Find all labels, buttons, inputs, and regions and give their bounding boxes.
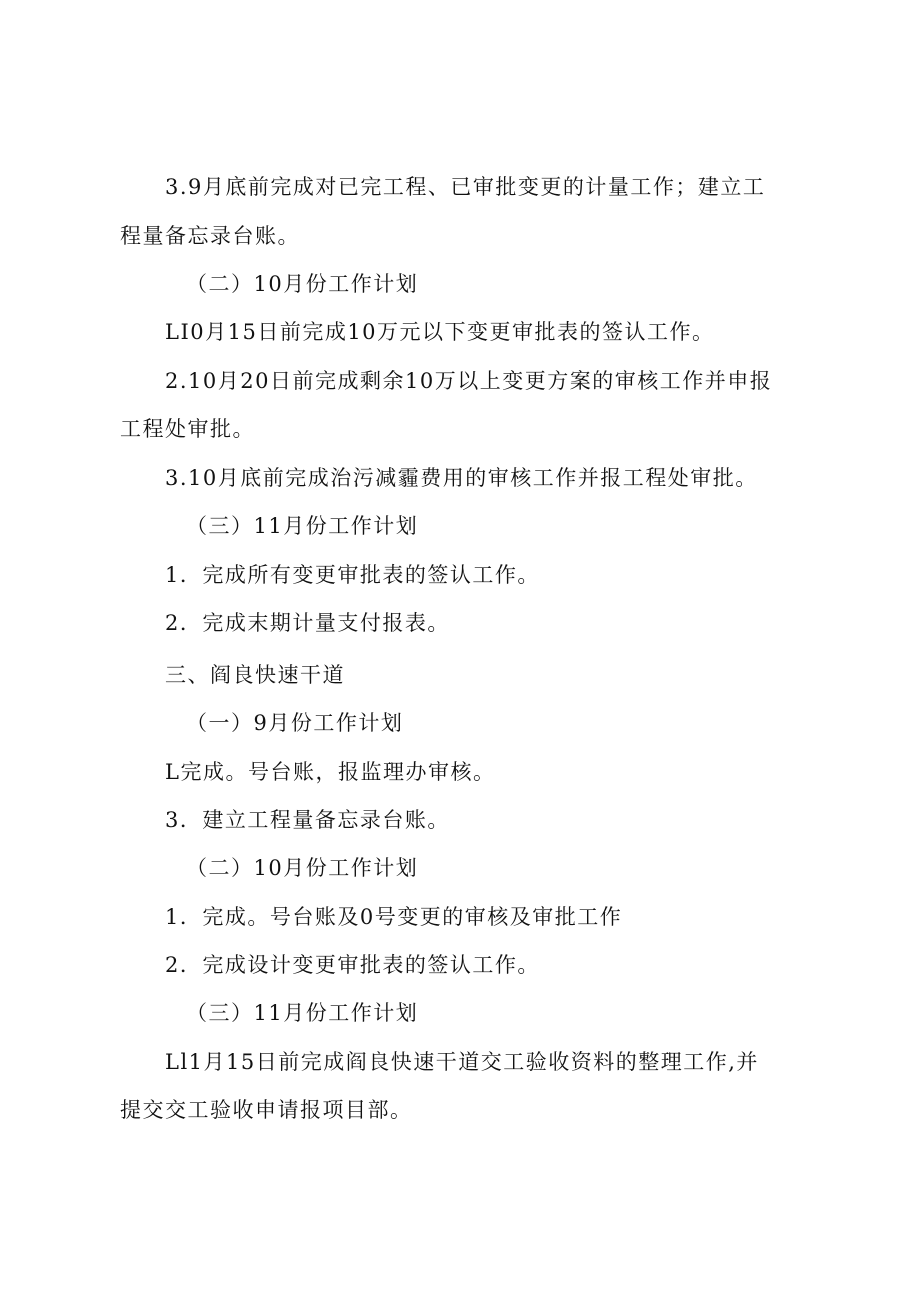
paragraph-line: 1．完成所有变更审批表的签认工作。 (165, 563, 540, 587)
paragraph-line: L完成。号台账，报监理办审核。 (165, 760, 496, 784)
paragraph-line: LI0月15日前完成10万元以下变更审批表的签认工作。 (165, 320, 715, 344)
paragraph-line: 2．完成末期计量支付报表。 (165, 611, 450, 635)
paragraph-line: 工程处审批。 (120, 417, 255, 441)
paragraph-line: 2.10月20日前完成剩余10万以上变更方案的审核工作并申报 (165, 369, 773, 393)
paragraph-line: 提交交工验收申请报项目部。 (120, 1098, 413, 1122)
paragraph-line: 3.10月底前完成治污减霾费用的审核工作并报工程处审批。 (165, 466, 758, 490)
paragraph-line: 3．建立工程量备忘录台账。 (165, 808, 450, 832)
section-heading: （二）10月份工作计划 (186, 272, 419, 296)
section-heading: （二）10月份工作计划 (186, 856, 419, 880)
paragraph-line: Ll1月15日前完成阎良快速干道交工验收资料的整理工作,并 (165, 1050, 759, 1074)
section-heading: （三）11月份工作计划 (186, 1001, 419, 1025)
section-heading: （三）11月份工作计划 (186, 514, 419, 538)
paragraph-line: 程量备忘录台账。 (120, 224, 300, 248)
paragraph-line: 3.9月底前完成对已完工程、已审批变更的计量工作；建立工 (165, 175, 766, 199)
chapter-heading: 三、阎良快速干道 (165, 663, 345, 687)
section-heading: （一）9月份工作计划 (186, 711, 404, 735)
paragraph-line: 1．完成。号台账及0号变更的审核及审批工作 (165, 905, 623, 929)
paragraph-line: 2．完成设计变更审批表的签认工作。 (165, 953, 540, 977)
